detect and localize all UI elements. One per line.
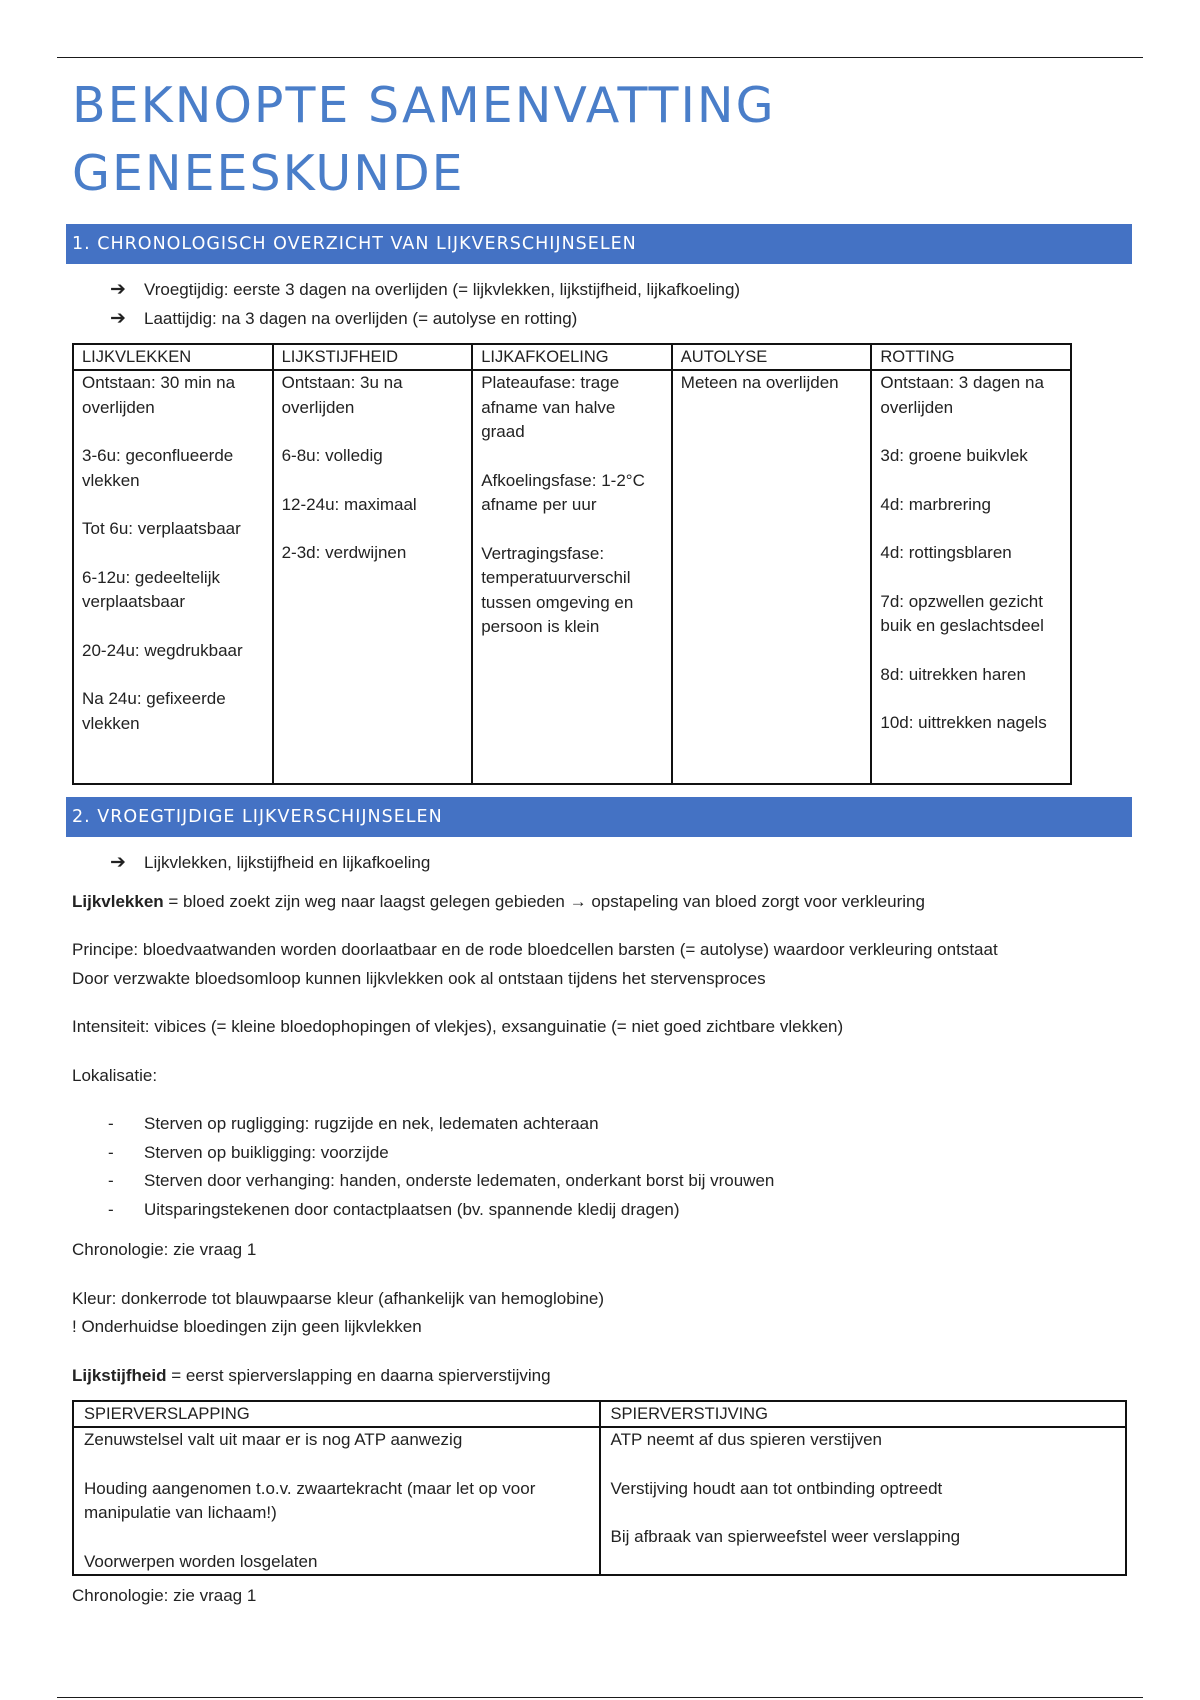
arrow-right-icon: ➔ xyxy=(110,852,126,873)
intensiteit-paragraph: Intensiteit: vibices (= kleine bloedophopingen of vlekjes), exsanguinatie (= niet goed zichtbare vlekken) xyxy=(72,1017,844,1036)
spierverstijving-cell xyxy=(600,1427,1127,1575)
cell-text: Zenuwstelsel valt uit maar er is nog ATP aanwezig xyxy=(84,1430,463,1449)
chronologie-paragraph-2: Chronologie: zie vraag 1 xyxy=(72,1586,257,1605)
table-header-row xyxy=(73,1401,1126,1427)
cell-text: Meteen na overlijden xyxy=(680,373,839,392)
lokalisatie-list xyxy=(72,1110,1132,1224)
chronologie-paragraph: Chronologie: zie vraag 1 xyxy=(72,1240,257,1259)
cell-text: 8d: uitrekken haren xyxy=(880,664,1026,684)
cell-text: 4d: marbrering xyxy=(880,494,991,514)
cell-text: Afkoelingsfase: 1-2°C afname per uur xyxy=(481,470,645,514)
cell-text: Vertragingsfase: temperatuurverschil tussen omgeving en persoon is klein xyxy=(481,543,634,636)
term: Lijkvlekken xyxy=(72,891,164,911)
autolyse-cell xyxy=(672,370,872,784)
cell-text: Ontstaan: 30 min na overlijden xyxy=(82,373,236,417)
document-title xyxy=(72,72,1132,208)
cell-text: Ontstaan: 3u na overlijden xyxy=(281,373,403,417)
title-line-1: BEKNOPTE SAMENVATTING xyxy=(72,77,776,134)
title-line-2: GENEESKUNDE xyxy=(72,145,465,202)
list-item: ➔ Lijkvlekken, lijkstijfheid en lijkafkoeling xyxy=(110,849,1132,878)
cell-text: Ontstaan: 3 dagen na overlijden xyxy=(880,373,1044,417)
cell-text: Tot 6u: verplaatsbaar xyxy=(82,519,241,538)
cell-text: 3d: groene buikvlek xyxy=(880,446,1028,465)
lijkstijfheid-cell xyxy=(273,370,473,784)
arrow-right-icon: ➔ xyxy=(110,307,126,329)
cell-text: 4d: rottingsblaren xyxy=(880,543,1012,562)
cell-text: 6-8u: volledig xyxy=(281,446,383,465)
cell-text: 6-12u: gedeeltelijk verplaatsbaar xyxy=(82,567,220,611)
footer-rule xyxy=(57,1697,1143,1698)
list-item: - Uitsparingstekenen door contactplaatsen (bv. spannende kledij dragen) xyxy=(108,1199,680,1219)
lokalisatie-label: Lokalisatie: xyxy=(72,1065,158,1085)
lijkstijfheid-table xyxy=(72,1400,1127,1576)
list-item: - Sterven op buikligging: voorzijde xyxy=(108,1142,389,1162)
document-body xyxy=(72,72,1132,1631)
arrow-right-icon: ➔ xyxy=(110,279,126,300)
cell-text: 3-6u: geconflueerde vlekken xyxy=(82,446,234,490)
column-header: LIJKAFKOELING xyxy=(472,344,672,370)
list-item: - Sterven op rugligging: rugzijde en nek, ledematen achteraan xyxy=(108,1114,599,1133)
cell-text: Bij afbraak van spierweefstel weer verslapping xyxy=(610,1527,961,1546)
column-header: SPIERVERSLAPPING xyxy=(73,1401,600,1427)
cell-text: 2-3d: verdwijnen xyxy=(281,543,407,562)
section-2-bullets xyxy=(72,849,1132,878)
column-header: AUTOLYSE xyxy=(672,344,872,370)
list-item: ➔ Vroegtijdig: eerste 3 dagen na overlijden (= lijkvlekken, lijkstijfheid, lijkafkoeling) xyxy=(110,276,1132,305)
arrow-right-icon: → xyxy=(569,891,587,911)
column-header: SPIERVERSTIJVING xyxy=(600,1401,1127,1427)
column-header: LIJKVLEKKEN xyxy=(73,344,273,370)
lijkvlekken-cell xyxy=(73,370,273,784)
principe-paragraph: Principe: bloedvaatwanden worden doorlaatbaar en de rode bloedcellen barsten (= autolyse) waardoor verkleuring ontstaat Door verzwakte bloedsomloop kunnen lijkvlekken ook al ontstaan tijdens het stervensproces xyxy=(72,940,998,988)
chronology-table xyxy=(72,343,1072,785)
list-item: ➔ Laattijdig: na 3 dagen na overlijden (= autolyse en rotting) xyxy=(110,305,1132,334)
kleur-paragraph: Kleur: donkerrode tot blauwpaarse kleur (afhankelijk van hemoglobine) ! Onderhuidse bloedingen zijn geen lijkvlekken xyxy=(72,1288,605,1336)
cell-text: Plateaufase: trage afname van halve graad xyxy=(481,373,620,441)
lijkstijfheid-definition: Lijkstijfheid = eerst spierverslapping en daarna spierverstijving xyxy=(72,1365,551,1385)
spierverslapping-cell xyxy=(73,1427,600,1575)
section-2-heading: 2. VROEGTIJDIGE LIJKVERSCHIJNSELEN xyxy=(66,797,1132,837)
cell-text: Houding aangenomen t.o.v. zwaartekracht (maar let op voor manipulatie van lichaam!) xyxy=(84,1478,536,1522)
header-rule xyxy=(57,57,1143,58)
list-item: - Sterven door verhanging: handen, onderste ledematen, onderkant borst bij vrouwen xyxy=(108,1171,775,1190)
rotting-cell xyxy=(871,370,1071,784)
table-row xyxy=(73,370,1071,784)
lijkafkoeling-cell xyxy=(472,370,672,784)
lijkvlekken-definition: Lijkvlekken = bloed zoekt zijn weg naar laagst gelegen gebieden → opstapeling van bloed zorgt voor verkleuring xyxy=(72,891,925,911)
table-row xyxy=(73,1427,1126,1575)
cell-text: 7d: opzwellen gezicht buik en geslachtsdeel xyxy=(880,591,1044,635)
column-header: LIJKSTIJFHEID xyxy=(273,344,473,370)
cell-text: Na 24u: gefixeerde vlekken xyxy=(82,689,226,733)
cell-text: 20-24u: wegdrukbaar xyxy=(82,640,243,660)
cell-text: 10d: uittrekken nagels xyxy=(880,713,1047,732)
column-header: ROTTING xyxy=(871,344,1071,370)
cell-text: ATP neemt af dus spieren verstijven xyxy=(610,1430,883,1449)
cell-text: Voorwerpen worden losgelaten xyxy=(84,1551,318,1571)
section-1-bullets xyxy=(72,276,1132,333)
cell-text: 12-24u: maximaal xyxy=(281,494,417,514)
term: Lijkstijfheid xyxy=(72,1365,167,1385)
cell-text: Verstijving houdt aan tot ontbinding optreedt xyxy=(610,1478,943,1498)
section-1-heading: 1. CHRONOLOGISCH OVERZICHT VAN LIJKVERSCHIJNSELEN xyxy=(66,224,1132,264)
table-header-row xyxy=(73,344,1071,370)
